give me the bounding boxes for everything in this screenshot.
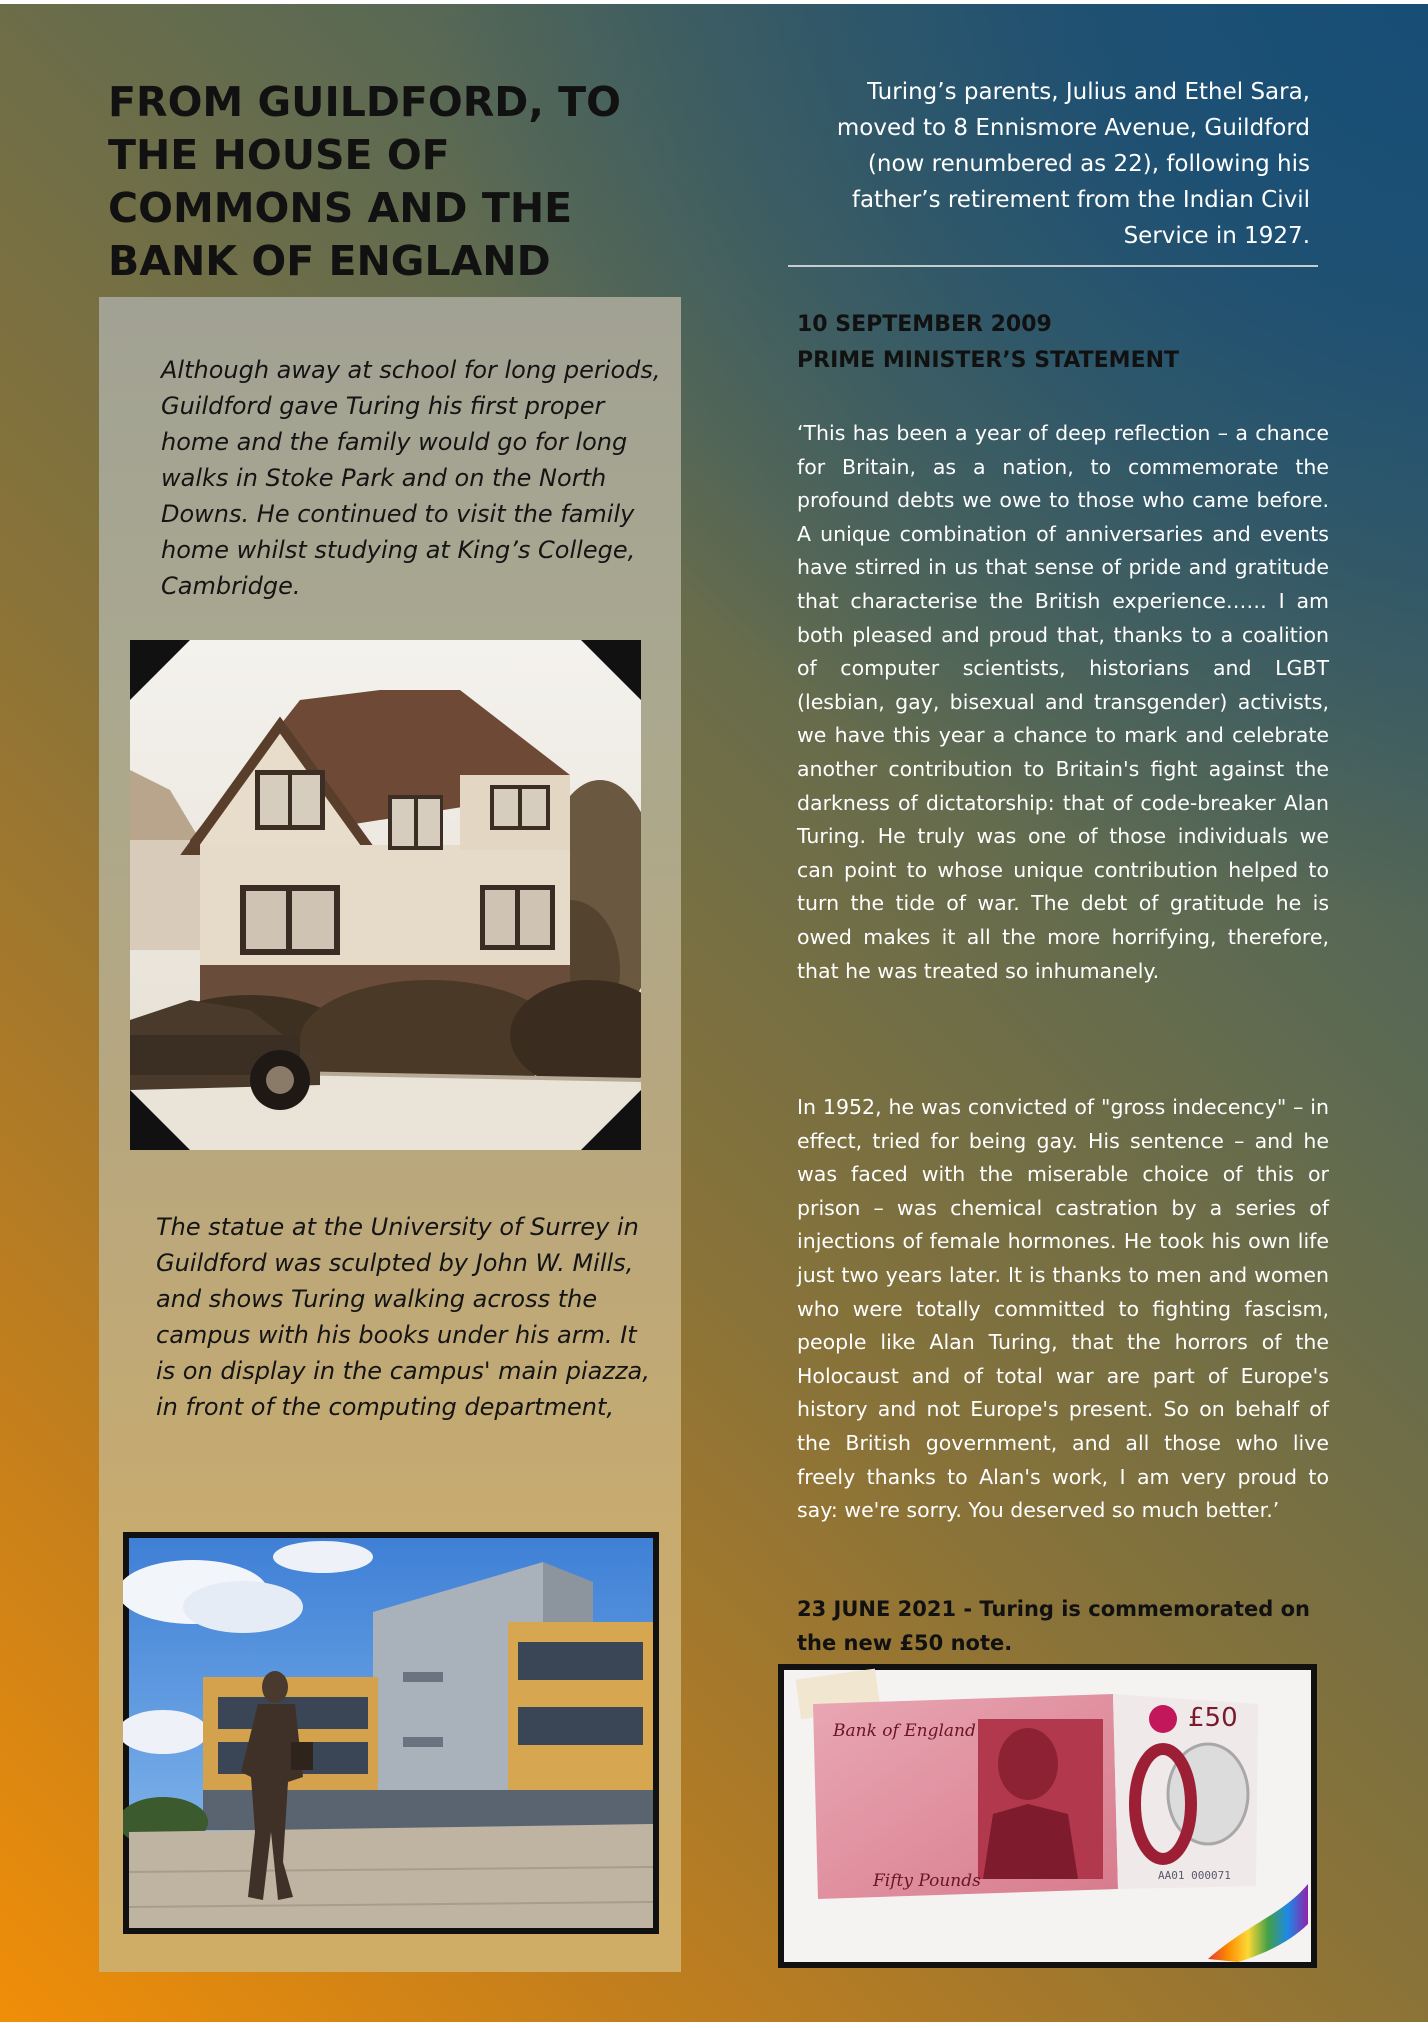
banknote-serial: AA01 000071 [1158,1869,1231,1882]
guildford-home-caption: Although away at school for long periods, Guildford gave Turing his first proper home and the family would go for long walks in Stoke Park and on the North Downs. He continued to visit the family home whilst studying at King’s College, Cambridge. [161,356,661,600]
statement-paragraph-1: ‘This has been a year of deep reflection – a chance for Britain, as a nation, to commemorate the profound debts we owe to those who came before. A unique combination of anniversaries and events have stirred in us that sense of pride and gratitude that characterise the British experience…… I am both pleased and proud that, thanks to a coalition of computer scientists, historians and LGBT (lesbian, gay, bisexual and transgender) activists, we have this year a chance to mark and celebrate another contribution to Britain's fight against the darkness of dictatorship: that of code-breaker Alan Turing. He truly was one of those individuals we can point to whose unique contribution helped to turn the tide of war. The debt of gratitude he is owed makes it all the more horrifying, therefore, that he was treated so inhumanely. [797,421,1329,983]
banknote-denomination: £50 [1188,1703,1238,1733]
section-divider [788,265,1318,267]
statement-paragraph-2: In 1952, he was convicted of "gross indecency" – in effect, tried for being gay. His sentence – and he was faced with the miserable choice of this or prison – was chemical castration by a series of injections of female hormones. He took his own life just two years later. It is thanks to men and women who were totally committed to fighting fascism, people like Alan Turing, that the horrors of the Holocaust and of total war are part of Europe's history and not Europe's present. So on behalf of the British government, and all those who live freely thanks to Alan's work, I am very proud to say: we're sorry. You deserved so much better.’ [797,1095,1329,1523]
page-title: FROM GUILDFORD, TO THE HOUSE OF COMMONS AND THE BANK OF ENGLAND [108,78,622,285]
statue-caption: The statue at the University of Surrey in Guildford was sculpted by John W. Mills, and shows Turing walking across the campus with his books under his arm. It is on display in the campus' main piazza, in front of the computing department, [156,1213,650,1421]
statement-title: PRIME MINISTER’S STATEMENT [797,348,1180,373]
banknote-heading: 23 JUNE 2021 - Turing is commemorated on the new £50 note. [797,1597,1310,1655]
banknote-words: Fifty Pounds [873,1871,981,1891]
banknote-bank-name: Bank of England [833,1721,976,1741]
page-background [0,4,1428,2022]
statement-date: 10 SEPTEMBER 2009 [797,312,1052,337]
banknote-photo [778,1664,1317,1968]
house-photo [130,640,641,1150]
parents-intro-text: Turing’s parents, Julius and Ethel Sara, moved to 8 Ennismore Avenue, Guildford (now renumbered as 22), following his father’s retirement from the Indian Civil Service in 1927. [836,79,1310,249]
statue-photo [123,1532,659,1934]
statement-heading [797,307,1337,379]
